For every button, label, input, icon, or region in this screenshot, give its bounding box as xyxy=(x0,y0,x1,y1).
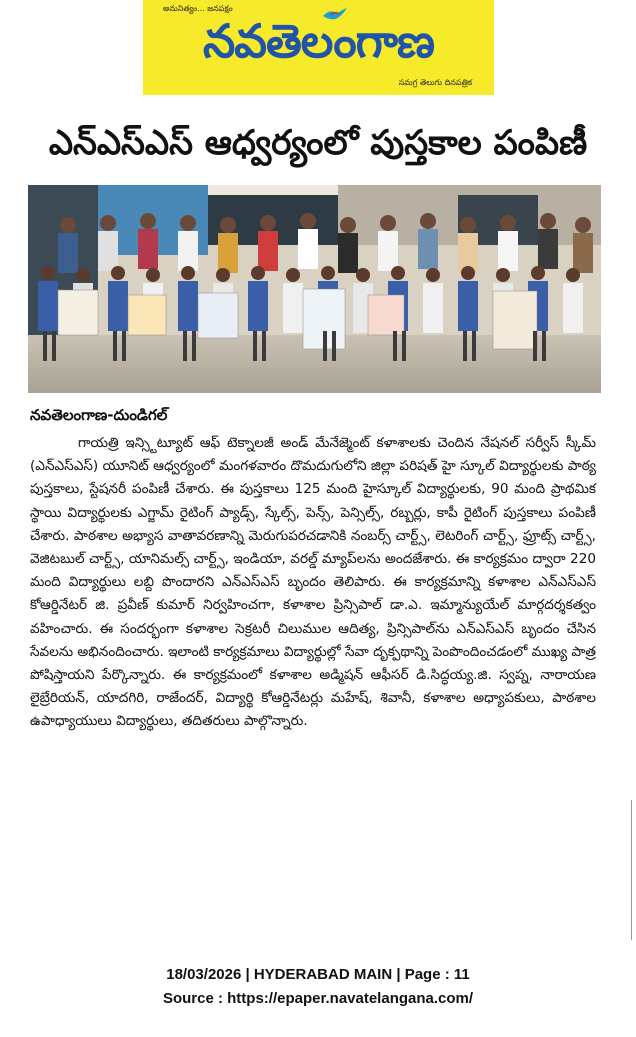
column-divider xyxy=(631,800,632,940)
masthead-title: నవతెలంగాణ xyxy=(202,14,435,68)
edition-info: 18/03/2026 | HYDERABAD MAIN | Page : 11 xyxy=(166,966,470,983)
source-link[interactable]: Source : https://epaper.navatelangana.com/ xyxy=(162,990,474,1007)
article-body: గాయత్రి ఇన్స్టిట్యూట్ ఆఫ్ టెక్నాలజీ అండ్ మేనేజ్మెంట్ కళాశాలకు చెందిన నేషనల్ సర్వీస్ స్కీమ్ (ఎన్ఎస్ఎస్) యూనిట్ ఆధ్వర్యంలో మంగళవారం దొమదుగులోని జిల్లా పరిషత్ హై స్కూల్ విద్యార్థులకు పాఠ్య పుస్తకాలు, స్టేషనరీ పంపిణీ చేశారు. ఈ పుస్తకాలు 125 మంది హైస్కూల్ విద్యార్థులకు, 90 మంది ప్రాథమిక స్థాయి విద్యార్థులకు ఎగ్జామ్ రైటింగ్ ప్యాడ్స్, స్కేల్స్, పెన్స్, పెన్సిల్స్, రబ్బర్లు, కాపీ రైటింగ్ పుస్తకాలు పంపిణీ చేశారు. పాఠశాల అభ్యాస వాతావరణాన్ని మెరుగుపరచడానికి నంబర్స్ చార్ట్స్, లెటరింగ్ చార్ట్స్, ఫ్రూట్స్ చార్ట్స్, వెజిటబుల్ చార్ట్స్, యానిమల్స్ చార్ట్స్, ఇండియా, వరల్డ్ మ్యాప్‌లను అందజేశారు. ఈ కార్యక్రమం ద్వారా 220 మంది విద్యార్థులు లబ్ది పొందారని ఎన్ఎస్ఎస్ బృందం తెలిపారు. ఈ కార్యక్రమాన్ని కళాశాల ఎన్ఎస్ఎస్ కోఆర్డినేటర్ జి. ప్రవీణ్ కుమార్ నిర్వహించగా, కళాశాల ప్రిన్సిపాల్ డా.ఎ. ఇమ్మాన్యుయేల్ మార్గదర్శకత్వం వహించారు. ఈ సందర్భంగా కళాశాల సెక్రటరీ చిలుముల ఆదిత్య, ప్రిన్సిపాల్‌ను ఎన్ఎస్ఎస్ బృందం చేసిన సేవలను అభినందించారు. ఇలాంటి కార్యక్రమాలు విద్యార్థుల్లో సేవా దృక్పథాన్ని పెంపొందించడంలో ముఖ్య పాత్ర పోషిస్తాయని పేర్కొన్నారు. ఈ కార్యక్రమంలో కళాశాల అడ్మిషన్ ఆఫీసర్ డి.సిద్ధయ్య.జి. స్వప్న, నారాయణ లైబ్రేరియన్, యాదగిరి, రాజేందర్, విద్యార్థి కోఆర్డినేటర్లు మహేష్, శివానీ, కళాశాల అధ్యాపకులు, పాఠశాల ఉపాధ్యాయులు విద్యార్థులు, తదితరులు పాల్గొన్నారు. xyxy=(30,435,596,730)
article-dateline: నవతెలంగాణ-దుండిగల్ xyxy=(30,406,168,424)
masthead-tagline: అనునిత్యం... జనపక్షం xyxy=(163,4,233,13)
masthead-subtitle: సమగ్ర తెలుగు దినపత్రిక xyxy=(398,78,472,87)
article-photo xyxy=(28,185,601,393)
article-headline: ఎన్ఎస్ఎస్ ఆధ్వర్యంలో పుస్తకాల పంపిణీ xyxy=(48,123,588,163)
masthead-logo xyxy=(143,0,494,95)
